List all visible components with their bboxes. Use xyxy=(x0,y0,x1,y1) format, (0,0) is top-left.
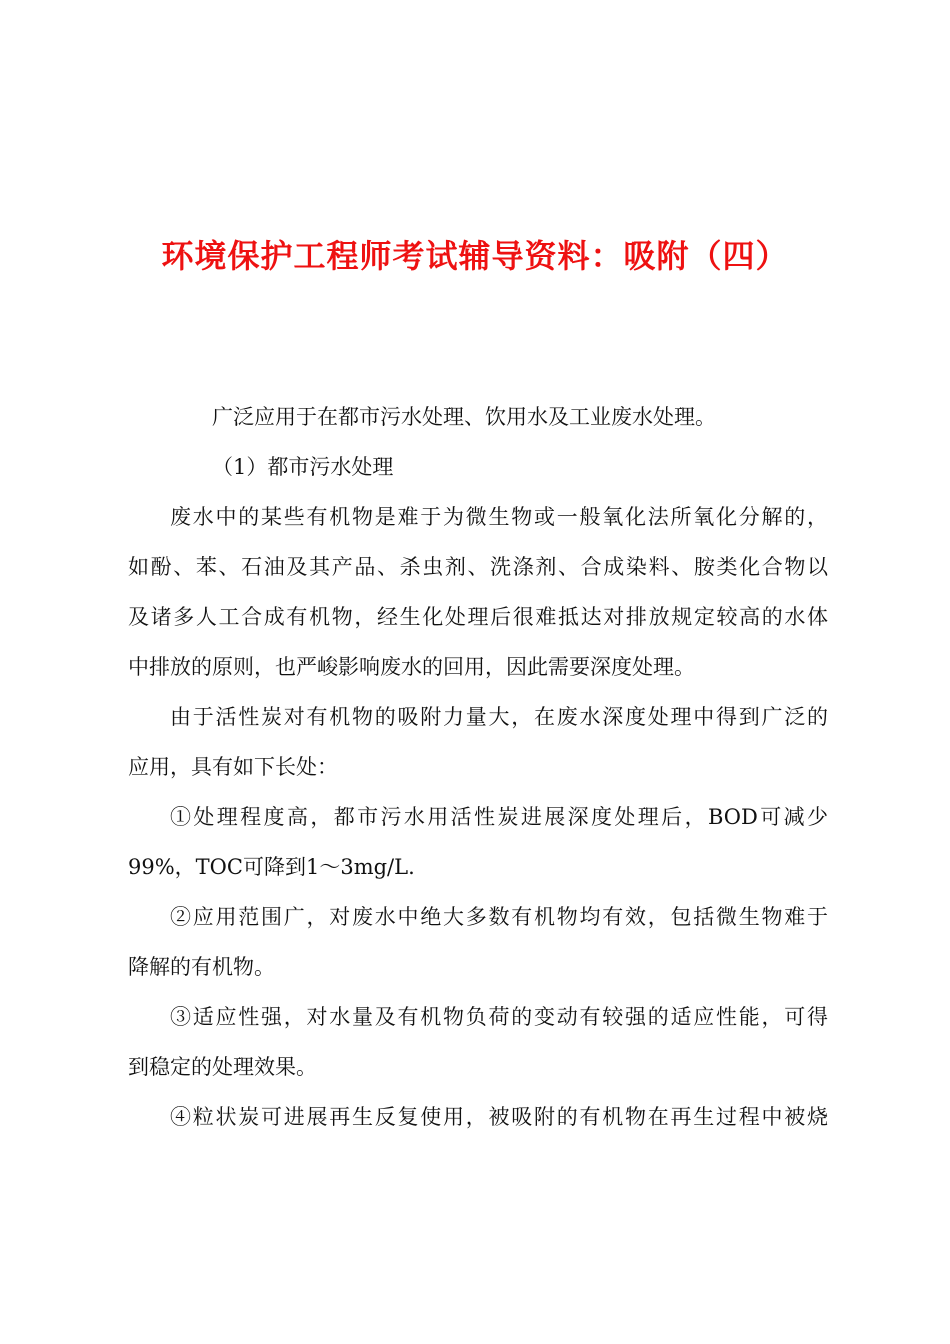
text-line: 99%，TOC可降到1～3mg/L. xyxy=(128,855,415,879)
text-line: ④粒状炭可进展再生反复使用，被吸附的有机物在再生过程中被烧 xyxy=(170,1105,828,1129)
text-line: ②应用范围广，对废水中绝大多数有机物均有效，包括微生物难于 xyxy=(170,905,828,929)
list-item-4 xyxy=(128,1092,828,1142)
document-title: 环境保护工程师考试辅导资料：吸附（四） xyxy=(161,237,789,276)
text-line: ①处理程度高，都市污水用活性炭进展深度处理后，BOD可减少 xyxy=(170,805,828,829)
text-line: （1）都市污水处理 xyxy=(212,455,394,479)
list-item-3 xyxy=(128,992,828,1092)
text-line: 及诸多人工合成有机物，经生化处理后很难抵达对排放规定较高的水体 xyxy=(128,605,828,629)
text-line: 到稳定的处理效果。 xyxy=(128,1055,317,1079)
text-line: 广泛应用于在都市污水处理、饮用水及工业废水处理。 xyxy=(212,405,716,429)
text-line: 中排放的原则，也严峻影响废水的回用，因此需要深度处理。 xyxy=(128,655,695,679)
list-item-1 xyxy=(128,792,828,892)
text-line: 废水中的某些有机物是难于为微生物或一般氧化法所氧化分解的， xyxy=(170,505,828,529)
paragraph-intro xyxy=(128,392,828,442)
list-item-2 xyxy=(128,892,828,992)
text-line: 降解的有机物。 xyxy=(128,955,275,979)
document-body xyxy=(128,392,828,1142)
text-line: 如酚、苯、石油及其产品、杀虫剂、洗涤剂、合成染料、胺类化合物以 xyxy=(128,555,828,579)
paragraph-activated-carbon xyxy=(128,692,828,792)
text-line: 由于活性炭对有机物的吸附力量大，在废水深度处理中得到广泛的 xyxy=(170,705,828,729)
text-line: 应用，具有如下长处： xyxy=(128,755,338,779)
section-heading xyxy=(128,442,828,492)
paragraph-organics xyxy=(128,492,828,692)
text-line: ③适应性强，对水量及有机物负荷的变动有较强的适应性能，可得 xyxy=(170,1005,828,1029)
